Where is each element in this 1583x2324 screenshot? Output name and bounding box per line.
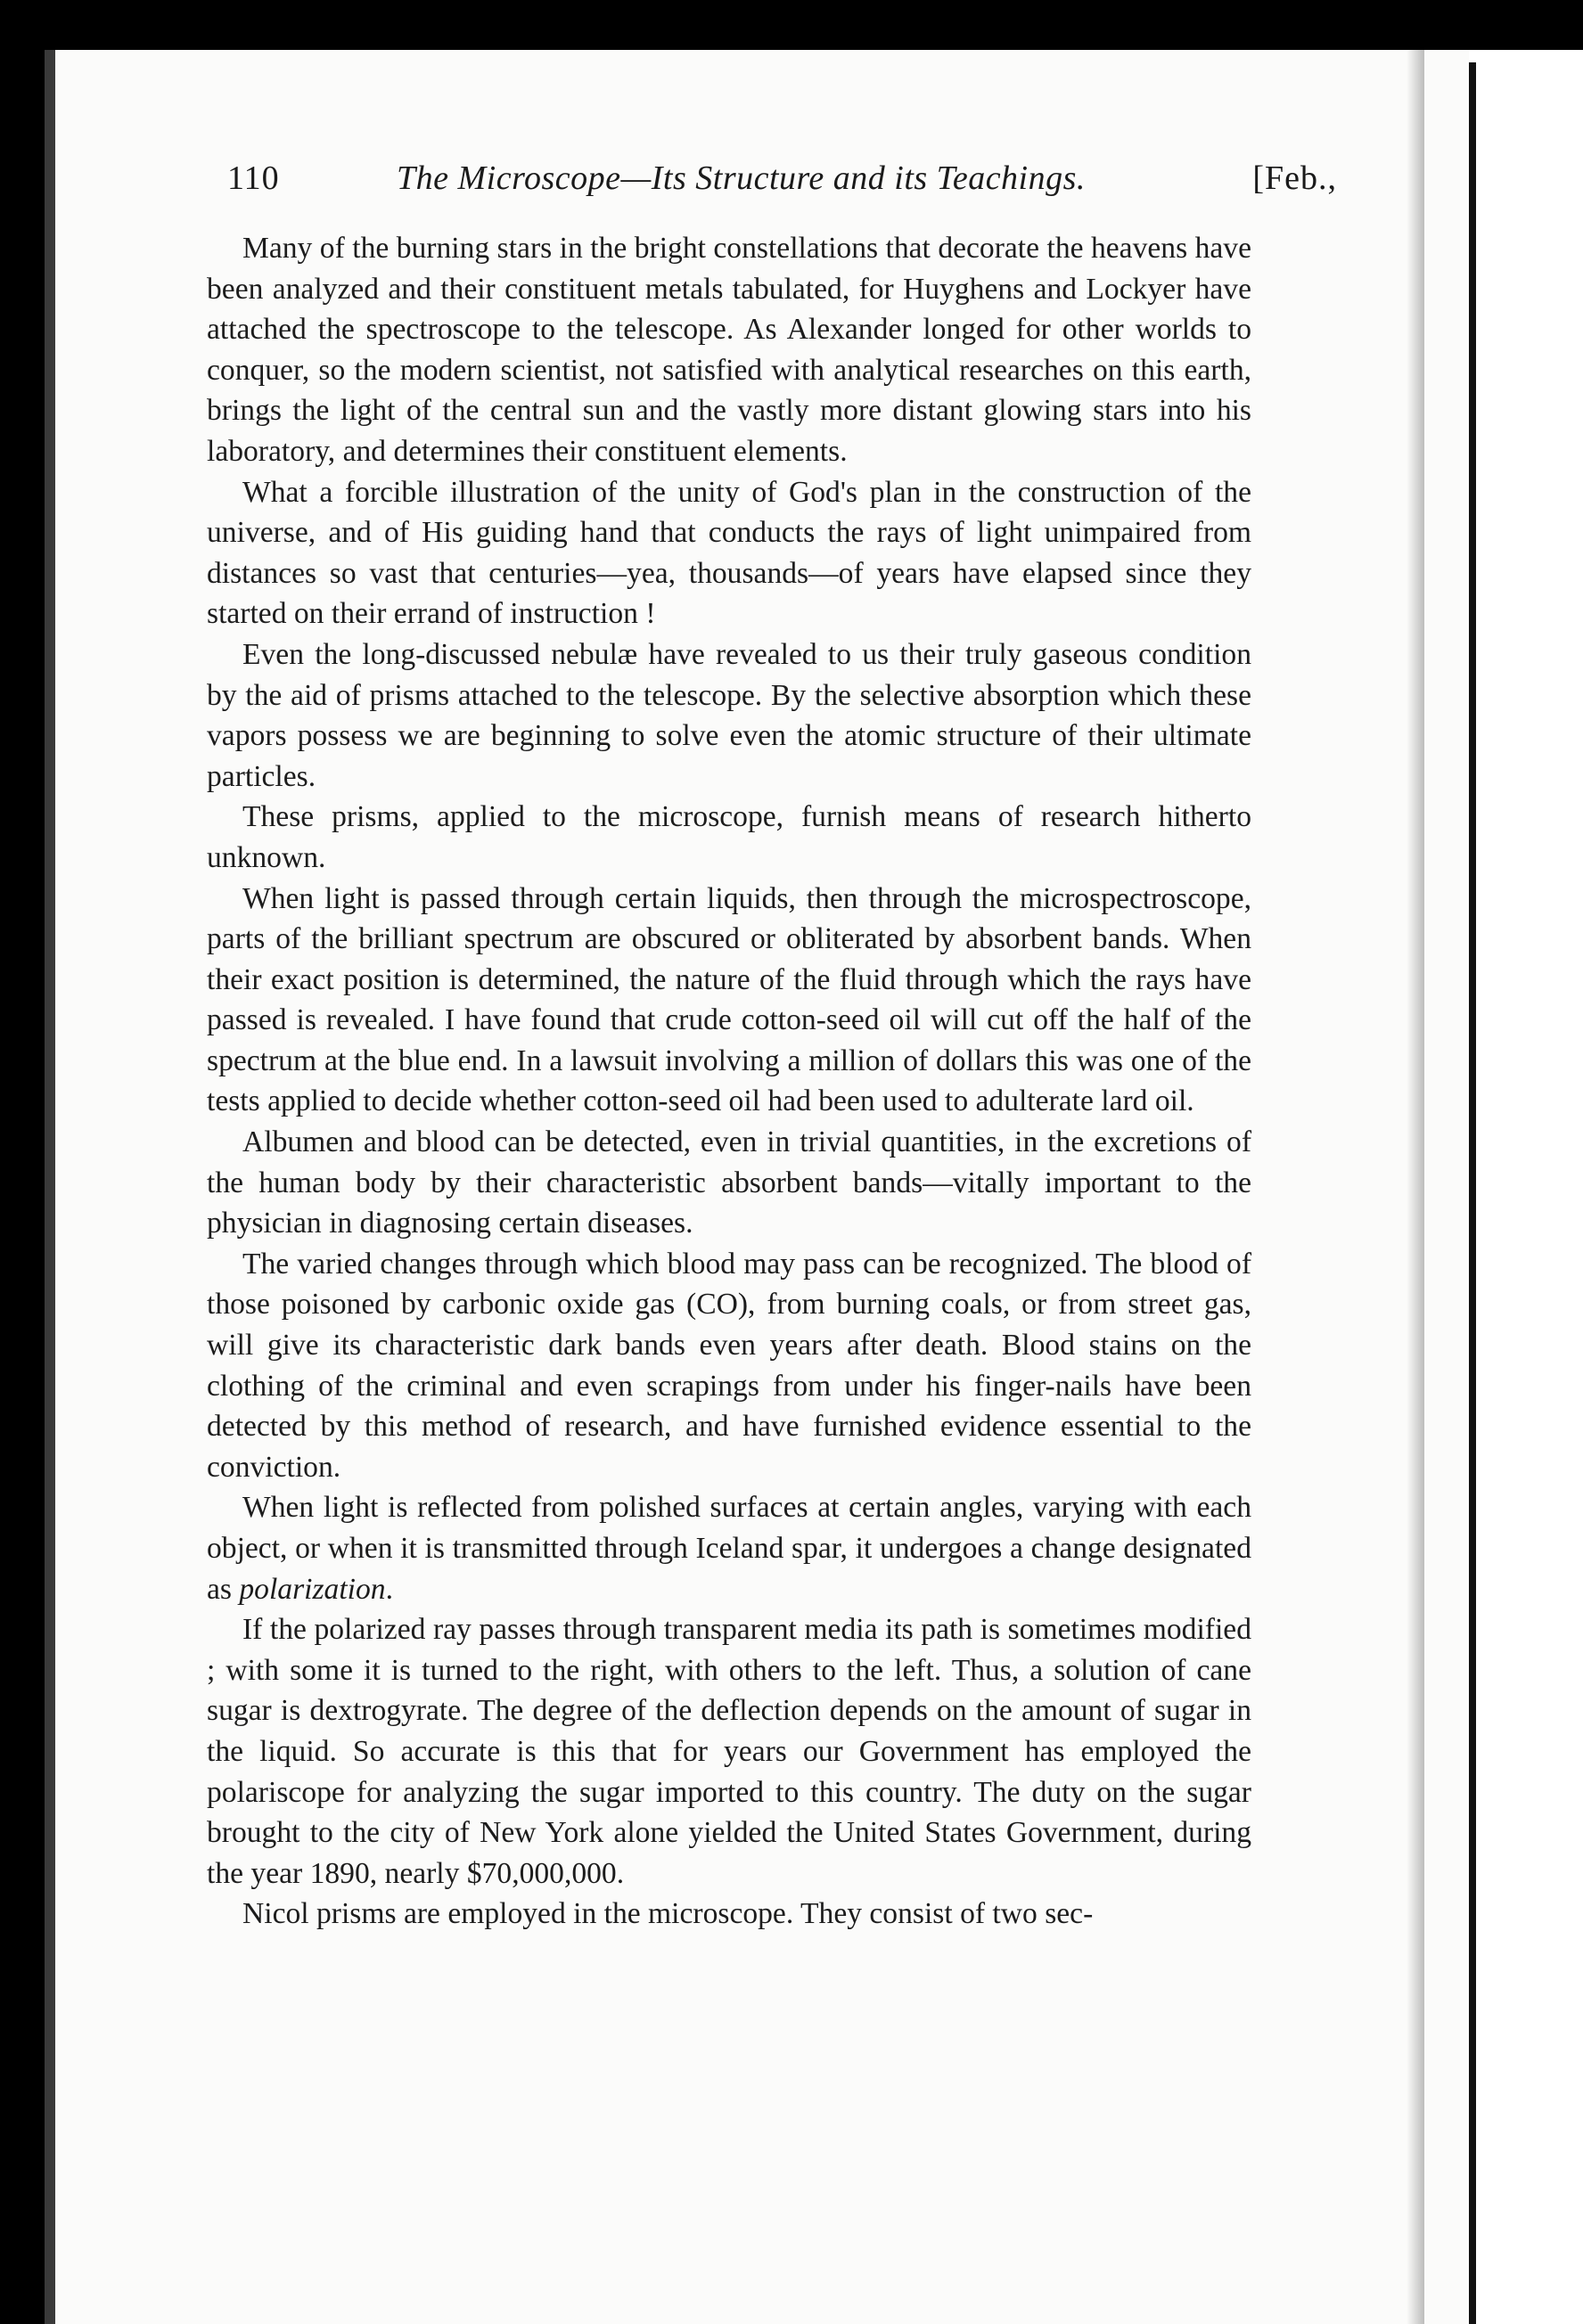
page-number: 110 [227,160,280,197]
paragraph-text: When light is reflected from polished surfaces at certain angles, varying with each object, or when it is transmitted through Iceland spar, it undergoes a change designated as [207,1491,1251,1606]
page-left-edge [45,49,55,2324]
running-title: The Microscope—Its Structure and its Teachings. [397,160,1086,197]
emphasized-term: polarization [239,1572,386,1606]
paragraph: When light is passed through certain liquids, then through the microspectroscope, parts of the brilliant spectrum are obscured or obliterated by absorbent bands. When their exact position is determined, the nature of the fluid through which the rays have passed is revealed. I have found that crude cotton-seed oil will cut off the half of the spectrum at the blue end. In a lawsuit involving a million of dollars this was one of the tests applied to decide whether cotton-seed oil had been used to adulterate lard oil. [207,881,1251,1118]
paragraph [207,1487,1251,1609]
body-text [207,228,1251,1935]
paragraph: Even the long-discussed nebulæ have revealed to us their truly gaseous condition by the aid of prisms attached to the telescope. By the selective absorption which these vapors possess we are beginning to solve even the atomic structure of their ultimate particles. [207,637,1251,793]
paragraph: These prisms, applied to the microscope, furnish means of research hitherto unknown. [207,800,1251,874]
paragraph: If the polarized ray passes through transparent media its path is sometimes modified ; with some it is turned to the right, with others to the left. Thus, a solution of cane sugar is dextrogyrate. The degree of the deflection depends on the amount of sugar in the liquid. So accurate is this that for years our Government has employed the polariscope for analyzing the sugar imported to this country. The duty on the sugar brought to the city of New York alone yielded the United States Government, during the year 1890, nearly $70,000,000. [207,1613,1251,1890]
paragraph: Albumen and blood can be detected, even in trivial quantities, in the excretions of the human body by their characteristic absorbent bands—vitally important to the physician in diagnosing certain diseases. [207,1125,1251,1240]
paragraph-text: . [385,1572,393,1606]
spine-shadow [1407,49,1424,2324]
paragraph: The varied changes through which blood may pass can be recognized. The blood of those poisoned by carbonic oxide gas (CO), from burning coals, or from street gas, will give its characteristic dark bands even years after death. Blood stains on the clothing of the criminal and even scrapings from under his finger-nails have been detected by this method of research, and have furnished evidence essential to the conviction. [207,1247,1251,1484]
paragraph: Nicol prisms are employed in the microscope. They consist of two sec- [242,1897,1094,1931]
top-scan-border [0,0,1583,50]
running-header-month: [Feb., [1252,160,1337,197]
paragraph: Many of the burning stars in the bright constellations that decorate the heavens have been analyzed and their constituent metals tabulated, for Huyghens and Lockyer have attached the spectroscope to the telescope. As Alexander longed for other worlds to conquer, so the modern scientist, not satisfied with analytical researches on this earth, brings the light of the central sun and the vastly more distant glowing stars into his laboratory, and determines their constituent elements. [207,232,1251,468]
running-header [227,159,1337,203]
paragraph: What a forcible illustration of the unity of God's plan in the construction of the universe, and of His guiding hand that conducts the rays of light unimpaired from distances so vast that centuries—yea, thousands—of years have elapsed since they started on their errand of instruction ! [207,475,1251,631]
